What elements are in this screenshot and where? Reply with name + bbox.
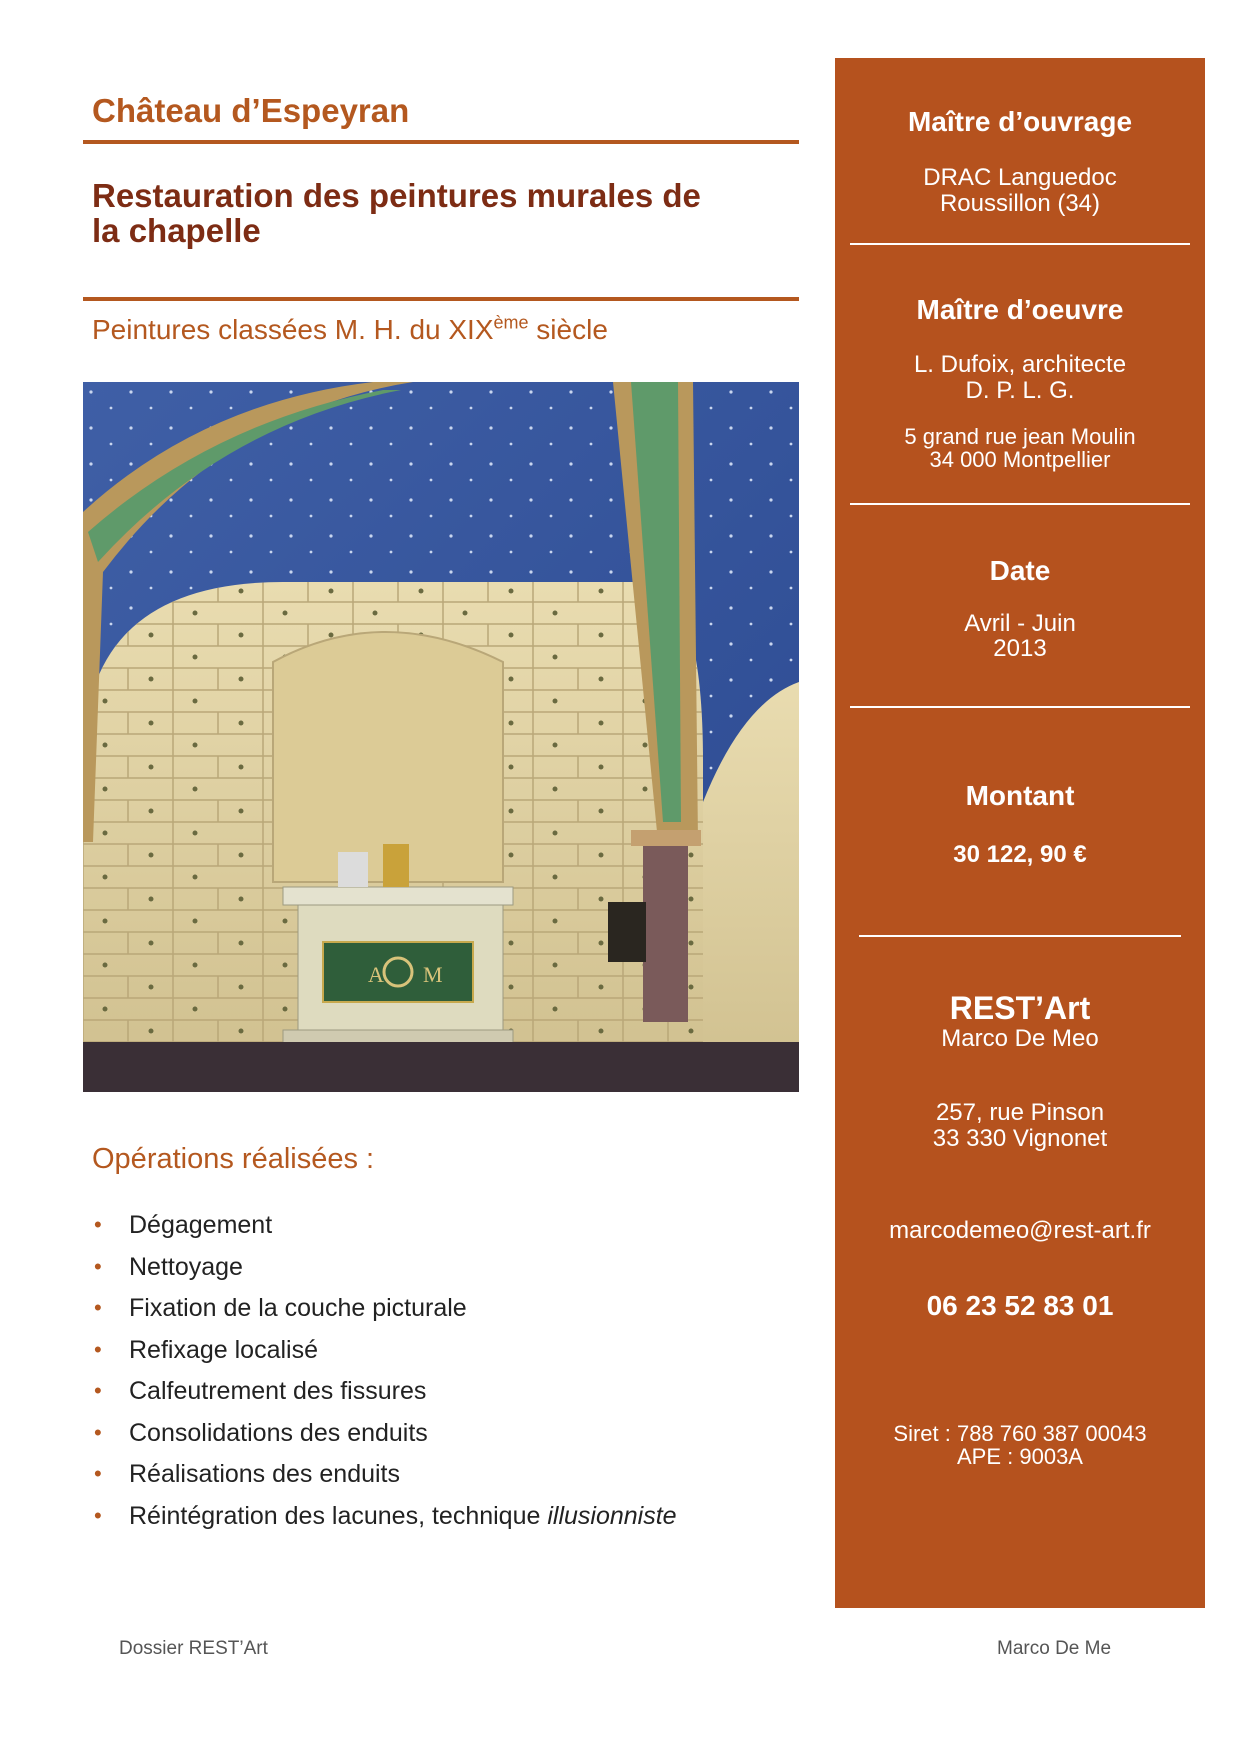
panel-divider bbox=[850, 243, 1190, 245]
bullet-icon: • bbox=[94, 1212, 102, 1237]
list-item bbox=[92, 1376, 677, 1418]
list-item bbox=[92, 1418, 677, 1460]
list-item bbox=[92, 1335, 677, 1377]
amount-value: 30 122, 90 € bbox=[953, 841, 1087, 868]
architect-heading: Maître d’oeuvre bbox=[916, 294, 1124, 325]
company-address1: 257, rue Pinson bbox=[935, 1099, 1105, 1126]
list-item bbox=[92, 1210, 677, 1252]
panel-divider bbox=[850, 503, 1190, 505]
list-item-label: Nettoyage bbox=[129, 1252, 243, 1281]
panel-divider bbox=[850, 706, 1190, 708]
chapel-photo bbox=[83, 382, 799, 1092]
list-item-label: Consolidations des enduits bbox=[129, 1418, 428, 1447]
company-name: REST’Art bbox=[949, 990, 1091, 1026]
owner-heading: Maître d’ouvrage bbox=[907, 106, 1133, 137]
bullet-icon: • bbox=[94, 1419, 102, 1445]
architect-address2: 34 000 Montpellier bbox=[929, 447, 1111, 472]
subtitle-superscript: ème bbox=[493, 312, 529, 333]
title-divider bbox=[83, 140, 799, 144]
site-name: Château d’Espeyran bbox=[92, 92, 410, 129]
bullet-icon: • bbox=[94, 1378, 102, 1403]
list-item-label: Réalisations des enduits bbox=[129, 1460, 400, 1488]
subtitle-text: Peintures classées M. H. du XIX bbox=[92, 314, 494, 345]
ape-code: APE : 9003A bbox=[957, 1444, 1083, 1469]
bullet-icon: • bbox=[94, 1295, 102, 1320]
list-item-italic: illusionniste bbox=[547, 1501, 677, 1530]
owner-line1: DRAC Languedoc bbox=[923, 164, 1117, 191]
list-item-label: Réintégration des lacunes, technique bbox=[129, 1501, 548, 1530]
operations-title: Opérations réalisées : bbox=[92, 1143, 375, 1175]
subtitle-suffix: siècle bbox=[528, 314, 608, 345]
date-line1: Avril - Juin bbox=[964, 610, 1076, 637]
bullet-icon: • bbox=[94, 1461, 102, 1486]
amount-heading: Montant bbox=[965, 780, 1075, 811]
architect-address1: 5 grand rue jean Moulin bbox=[904, 424, 1136, 449]
bullet-icon: • bbox=[94, 1502, 102, 1528]
subtitle-divider bbox=[83, 297, 799, 301]
bullet-icon: • bbox=[94, 1253, 102, 1279]
operations-list bbox=[92, 1210, 677, 1542]
list-item bbox=[92, 1501, 677, 1543]
footer-right: Marco De Me bbox=[997, 1638, 1112, 1659]
company-person: Marco De Meo bbox=[941, 1025, 1099, 1052]
email-link[interactable]: marcodemeo@rest-art.fr bbox=[889, 1217, 1151, 1244]
monogram-left: A bbox=[368, 962, 384, 987]
list-item bbox=[92, 1459, 677, 1501]
architect-line2: D. P. L. G. bbox=[965, 377, 1075, 404]
list-item-label: Calfeutrement des fissures bbox=[129, 1377, 427, 1405]
info-panel bbox=[835, 58, 1205, 1608]
bullet-icon: • bbox=[94, 1336, 102, 1362]
list-item bbox=[92, 1293, 677, 1335]
date-line2: 2013 bbox=[993, 635, 1047, 662]
company-address2: 33 330 Vignonet bbox=[932, 1125, 1108, 1152]
list-item-label: Refixage localisé bbox=[129, 1335, 318, 1364]
panel-divider bbox=[859, 935, 1181, 937]
list-item-label: Fixation de la couche picturale bbox=[129, 1294, 467, 1322]
phone-number: 06 23 52 83 01 bbox=[926, 1290, 1114, 1321]
architect-line1: L. Dufoix, architecte bbox=[913, 351, 1127, 378]
date-heading: Date bbox=[989, 555, 1051, 586]
monogram-right: M bbox=[423, 962, 443, 987]
list-item-label: Dégagement bbox=[129, 1211, 273, 1239]
owner-line2: Roussillon (34) bbox=[939, 190, 1101, 217]
list-item bbox=[92, 1252, 677, 1294]
footer-left: Dossier REST’Art bbox=[119, 1638, 268, 1659]
subtitle bbox=[92, 314, 608, 346]
siret-number: Siret : 788 760 387 00043 bbox=[893, 1421, 1147, 1446]
project-title: Restauration des peintures murales de la chapelle bbox=[92, 177, 701, 249]
